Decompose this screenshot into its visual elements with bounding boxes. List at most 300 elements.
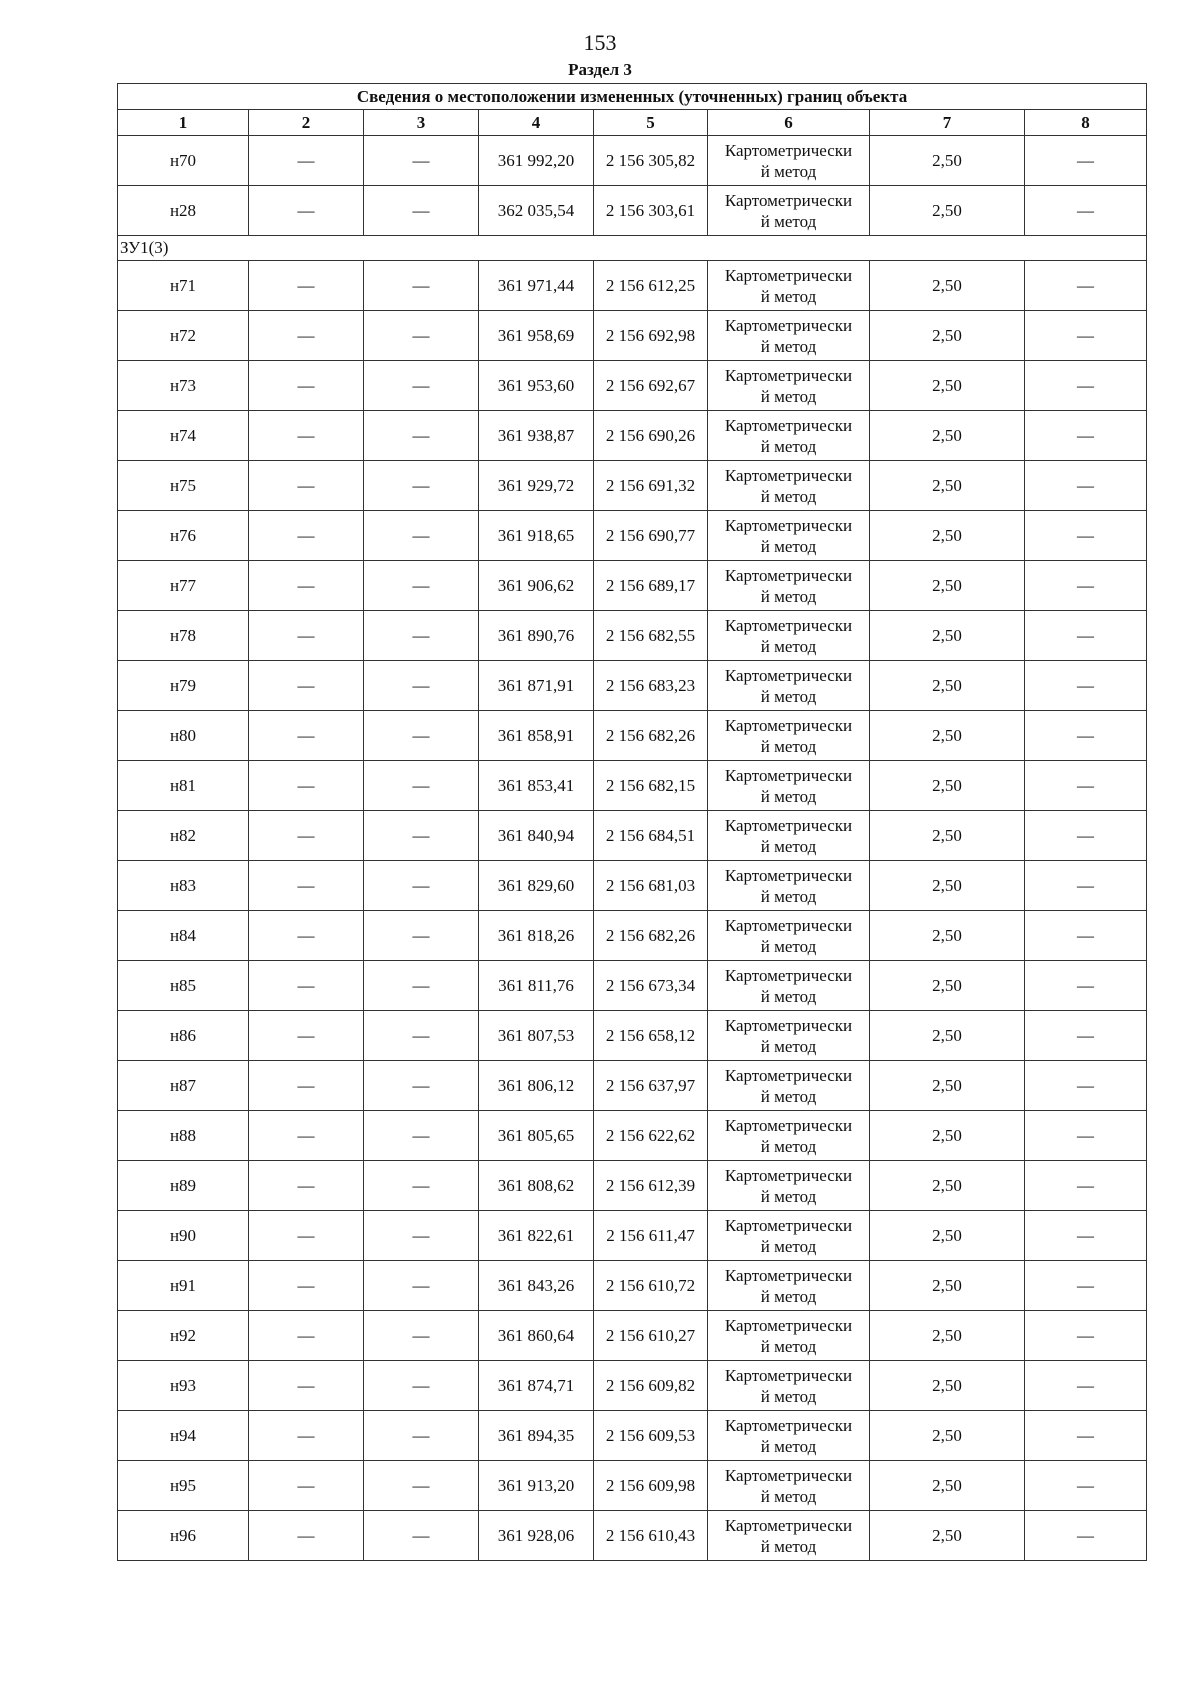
section-title: Раздел 3 — [568, 60, 632, 79]
method-cell — [708, 1261, 870, 1311]
column-2-cell: — — [249, 861, 364, 911]
precision-cell: 2,50 — [870, 611, 1025, 661]
precision-cell: 2,50 — [870, 361, 1025, 411]
x-coordinate-cell: 361 858,91 — [479, 711, 594, 761]
point-name-cell: н92 — [118, 1311, 249, 1361]
x-coordinate-cell: 361 953,60 — [479, 361, 594, 411]
column-3-cell: — — [364, 1461, 479, 1511]
method-line-2: й метод — [760, 736, 817, 756]
method-line-2: й метод — [760, 486, 817, 506]
point-name-cell: н73 — [118, 361, 249, 411]
column-2-cell: — — [249, 186, 364, 236]
table-row — [118, 661, 1147, 711]
column-8-cell: — — [1025, 1111, 1147, 1161]
x-coordinate-cell: 361 871,91 — [479, 661, 594, 711]
column-3-cell: — — [364, 1111, 479, 1161]
method-line-2: й метод — [760, 1136, 817, 1156]
precision-cell: 2,50 — [870, 261, 1025, 311]
column-3-cell: — — [364, 761, 479, 811]
column-2-cell: — — [249, 1511, 364, 1561]
y-coordinate-cell: 2 156 609,98 — [594, 1461, 708, 1511]
column-3-cell: — — [364, 861, 479, 911]
table-row — [118, 811, 1147, 861]
column-3-cell: — — [364, 1361, 479, 1411]
x-coordinate-cell: 361 971,44 — [479, 261, 594, 311]
column-8-cell: — — [1025, 761, 1147, 811]
column-8-cell: — — [1025, 1461, 1147, 1511]
method-line-2: й метод — [760, 1486, 817, 1506]
y-coordinate-cell: 2 156 689,17 — [594, 561, 708, 611]
method-line-1: Картометрически — [724, 1065, 853, 1085]
method-cell — [708, 1161, 870, 1211]
column-8-cell: — — [1025, 186, 1147, 236]
x-coordinate-cell: 361 860,64 — [479, 1311, 594, 1361]
column-8-cell: — — [1025, 1011, 1147, 1061]
column-2-cell: — — [249, 661, 364, 711]
y-coordinate-cell: 2 156 681,03 — [594, 861, 708, 911]
precision-cell: 2,50 — [870, 1361, 1025, 1411]
y-coordinate-cell: 2 156 684,51 — [594, 811, 708, 861]
method-cell — [708, 811, 870, 861]
column-3-cell: — — [364, 261, 479, 311]
point-name-cell: н72 — [118, 311, 249, 361]
column-3-cell: — — [364, 811, 479, 861]
method-line-1: Картометрически — [724, 865, 853, 885]
method-cell — [708, 1461, 870, 1511]
column-header: 2 — [249, 110, 364, 136]
table-row — [118, 411, 1147, 461]
column-2-cell: — — [249, 1361, 364, 1411]
method-line-2: й метод — [760, 1536, 817, 1556]
table-row — [118, 911, 1147, 961]
method-cell — [708, 1061, 870, 1111]
column-2-cell: — — [249, 1261, 364, 1311]
method-line-1: Картометрически — [724, 515, 853, 535]
column-2-cell: — — [249, 711, 364, 761]
method-line-1: Картометрически — [724, 465, 853, 485]
column-8-cell: — — [1025, 1311, 1147, 1361]
method-cell — [708, 1211, 870, 1261]
precision-cell: 2,50 — [870, 1261, 1025, 1311]
column-2-cell: — — [249, 761, 364, 811]
column-header: 3 — [364, 110, 479, 136]
point-name-cell: н78 — [118, 611, 249, 661]
table-row — [118, 1461, 1147, 1511]
precision-cell: 2,50 — [870, 561, 1025, 611]
point-name-cell: н93 — [118, 1361, 249, 1411]
column-8-cell: — — [1025, 411, 1147, 461]
table-body — [118, 136, 1147, 1561]
column-8-cell: — — [1025, 311, 1147, 361]
y-coordinate-cell: 2 156 610,27 — [594, 1311, 708, 1361]
table-row — [118, 1061, 1147, 1111]
column-2-cell: — — [249, 361, 364, 411]
x-coordinate-cell: 361 918,65 — [479, 511, 594, 561]
column-3-cell: — — [364, 911, 479, 961]
method-cell — [708, 261, 870, 311]
x-coordinate-cell: 361 818,26 — [479, 911, 594, 961]
point-name-cell: н94 — [118, 1411, 249, 1461]
column-8-cell: — — [1025, 261, 1147, 311]
method-line-2: й метод — [760, 786, 817, 806]
method-line-1: Картометрически — [724, 665, 853, 685]
method-line-2: й метод — [760, 211, 817, 231]
method-cell — [708, 611, 870, 661]
column-header: 5 — [594, 110, 708, 136]
column-3-cell: — — [364, 661, 479, 711]
table-row — [118, 711, 1147, 761]
column-8-cell: — — [1025, 461, 1147, 511]
precision-cell: 2,50 — [870, 311, 1025, 361]
table-row — [118, 1261, 1147, 1311]
y-coordinate-cell: 2 156 609,82 — [594, 1361, 708, 1411]
precision-cell: 2,50 — [870, 1411, 1025, 1461]
method-cell — [708, 711, 870, 761]
point-name-cell: н83 — [118, 861, 249, 911]
column-2-cell: — — [249, 611, 364, 661]
method-line-1: Картометрически — [724, 1315, 853, 1335]
precision-cell: 2,50 — [870, 811, 1025, 861]
column-3-cell: — — [364, 511, 479, 561]
table-row — [118, 361, 1147, 411]
x-coordinate-cell: 361 938,87 — [479, 411, 594, 461]
column-8-cell: — — [1025, 136, 1147, 186]
point-name-cell: н76 — [118, 511, 249, 561]
column-8-cell: — — [1025, 661, 1147, 711]
precision-cell: 2,50 — [870, 711, 1025, 761]
column-2-cell: — — [249, 511, 364, 561]
table-title: Сведения о местоположении измененных (уточненных) границ объекта — [118, 84, 1147, 110]
x-coordinate-cell: 361 929,72 — [479, 461, 594, 511]
column-8-cell: — — [1025, 861, 1147, 911]
method-cell — [708, 961, 870, 1011]
method-line-1: Картометрически — [724, 715, 853, 735]
precision-cell: 2,50 — [870, 461, 1025, 511]
column-8-cell: — — [1025, 1411, 1147, 1461]
point-name-cell: н84 — [118, 911, 249, 961]
y-coordinate-cell: 2 156 610,72 — [594, 1261, 708, 1311]
point-name-cell: н85 — [118, 961, 249, 1011]
column-3-cell: — — [364, 1261, 479, 1311]
x-coordinate-cell: 361 840,94 — [479, 811, 594, 861]
method-line-2: й метод — [760, 286, 817, 306]
table-row — [118, 961, 1147, 1011]
method-line-2: й метод — [760, 1286, 817, 1306]
column-8-cell: — — [1025, 611, 1147, 661]
y-coordinate-cell: 2 156 305,82 — [594, 136, 708, 186]
column-3-cell: — — [364, 1061, 479, 1111]
precision-cell: 2,50 — [870, 1161, 1025, 1211]
method-line-1: Картометрически — [724, 615, 853, 635]
y-coordinate-cell: 2 156 682,26 — [594, 911, 708, 961]
x-coordinate-cell: 361 874,71 — [479, 1361, 594, 1411]
precision-cell: 2,50 — [870, 661, 1025, 711]
column-8-cell: — — [1025, 711, 1147, 761]
method-line-1: Картометрически — [724, 1515, 853, 1535]
precision-cell: 2,50 — [870, 1111, 1025, 1161]
precision-cell: 2,50 — [870, 961, 1025, 1011]
x-coordinate-cell: 361 843,26 — [479, 1261, 594, 1311]
method-line-2: й метод — [760, 1086, 817, 1106]
method-line-2: й метод — [760, 1186, 817, 1206]
x-coordinate-cell: 361 829,60 — [479, 861, 594, 911]
y-coordinate-cell: 2 156 682,26 — [594, 711, 708, 761]
page-number: 153 — [583, 30, 617, 55]
method-cell — [708, 136, 870, 186]
precision-cell: 2,50 — [870, 861, 1025, 911]
method-line-2: й метод — [760, 536, 817, 556]
column-3-cell: — — [364, 411, 479, 461]
method-cell — [708, 1511, 870, 1561]
point-name-cell: н75 — [118, 461, 249, 511]
column-3-cell: — — [364, 311, 479, 361]
table-row — [118, 1411, 1147, 1461]
group-label-row — [118, 236, 1147, 261]
column-header: 4 — [479, 110, 594, 136]
method-line-1: Картометрически — [724, 365, 853, 385]
method-line-1: Картометрически — [724, 815, 853, 835]
y-coordinate-cell: 2 156 622,62 — [594, 1111, 708, 1161]
method-line-2: й метод — [760, 886, 817, 906]
method-cell — [708, 1311, 870, 1361]
table-row — [118, 561, 1147, 611]
method-line-2: й метод — [760, 336, 817, 356]
column-2-cell: — — [249, 261, 364, 311]
y-coordinate-cell: 2 156 682,15 — [594, 761, 708, 811]
x-coordinate-cell: 361 894,35 — [479, 1411, 594, 1461]
table-row — [118, 186, 1147, 236]
method-line-1: Картометрически — [724, 1165, 853, 1185]
method-cell — [708, 361, 870, 411]
x-coordinate-cell: 362 035,54 — [479, 186, 594, 236]
column-2-cell: — — [249, 411, 364, 461]
method-line-1: Картометрически — [724, 1015, 853, 1035]
method-line-1: Картометрически — [724, 190, 853, 210]
column-8-cell: — — [1025, 911, 1147, 961]
table-row — [118, 511, 1147, 561]
column-3-cell: — — [364, 1411, 479, 1461]
table-row — [118, 461, 1147, 511]
method-line-1: Картометрически — [724, 915, 853, 935]
column-3-cell: — — [364, 1211, 479, 1261]
x-coordinate-cell: 361 958,69 — [479, 311, 594, 361]
point-name-cell: н87 — [118, 1061, 249, 1111]
y-coordinate-cell: 2 156 609,53 — [594, 1411, 708, 1461]
y-coordinate-cell: 2 156 691,32 — [594, 461, 708, 511]
column-2-cell: — — [249, 911, 364, 961]
method-cell — [708, 761, 870, 811]
precision-cell: 2,50 — [870, 511, 1025, 561]
column-8-cell: — — [1025, 1511, 1147, 1561]
x-coordinate-cell: 361 928,06 — [479, 1511, 594, 1561]
y-coordinate-cell: 2 156 690,77 — [594, 511, 708, 561]
method-line-1: Картометрически — [724, 265, 853, 285]
column-8-cell: — — [1025, 961, 1147, 1011]
point-name-cell: н89 — [118, 1161, 249, 1211]
column-3-cell: — — [364, 611, 479, 661]
method-cell — [708, 861, 870, 911]
method-cell — [708, 1111, 870, 1161]
column-8-cell: — — [1025, 1161, 1147, 1211]
method-cell — [708, 1011, 870, 1061]
y-coordinate-cell: 2 156 610,43 — [594, 1511, 708, 1561]
group-label: ЗУ1(3) — [118, 236, 1147, 261]
point-name-cell: н90 — [118, 1211, 249, 1261]
method-cell — [708, 561, 870, 611]
column-2-cell: — — [249, 1311, 364, 1361]
table-row — [118, 261, 1147, 311]
method-cell — [708, 1411, 870, 1461]
precision-cell: 2,50 — [870, 1511, 1025, 1561]
y-coordinate-cell: 2 156 682,55 — [594, 611, 708, 661]
column-2-cell: — — [249, 811, 364, 861]
method-line-2: й метод — [760, 986, 817, 1006]
method-cell — [708, 661, 870, 711]
table-row — [118, 1511, 1147, 1561]
table-row — [118, 1161, 1147, 1211]
column-2-cell: — — [249, 1011, 364, 1061]
column-3-cell: — — [364, 1511, 479, 1561]
column-2-cell: — — [249, 561, 364, 611]
column-3-cell: — — [364, 711, 479, 761]
column-header: 7 — [870, 110, 1025, 136]
x-coordinate-cell: 361 890,76 — [479, 611, 594, 661]
method-cell — [708, 511, 870, 561]
column-2-cell: — — [249, 1061, 364, 1111]
x-coordinate-cell: 361 853,41 — [479, 761, 594, 811]
column-header-row — [118, 110, 1147, 136]
method-line-2: й метод — [760, 1036, 817, 1056]
method-line-2: й метод — [760, 686, 817, 706]
point-name-cell: н77 — [118, 561, 249, 611]
method-line-1: Картометрически — [724, 415, 853, 435]
precision-cell: 2,50 — [870, 1011, 1025, 1061]
column-header: 1 — [118, 110, 249, 136]
precision-cell: 2,50 — [870, 186, 1025, 236]
x-coordinate-cell: 361 805,65 — [479, 1111, 594, 1161]
column-8-cell: — — [1025, 511, 1147, 561]
point-name-cell: н91 — [118, 1261, 249, 1311]
y-coordinate-cell: 2 156 303,61 — [594, 186, 708, 236]
y-coordinate-cell: 2 156 690,26 — [594, 411, 708, 461]
x-coordinate-cell: 361 807,53 — [479, 1011, 594, 1061]
column-8-cell: — — [1025, 1361, 1147, 1411]
point-name-cell: н74 — [118, 411, 249, 461]
column-3-cell: — — [364, 561, 479, 611]
method-line-2: й метод — [760, 586, 817, 606]
column-2-cell: — — [249, 1211, 364, 1261]
precision-cell: 2,50 — [870, 1211, 1025, 1261]
table-row — [118, 861, 1147, 911]
column-2-cell: — — [249, 1161, 364, 1211]
point-name-cell: н70 — [118, 136, 249, 186]
method-line-2: й метод — [760, 1436, 817, 1456]
method-line-2: й метод — [760, 636, 817, 656]
column-3-cell: — — [364, 1311, 479, 1361]
column-8-cell: — — [1025, 361, 1147, 411]
method-line-1: Картометрически — [724, 1265, 853, 1285]
method-line-1: Картометрически — [724, 765, 853, 785]
x-coordinate-cell: 361 906,62 — [479, 561, 594, 611]
y-coordinate-cell: 2 156 692,98 — [594, 311, 708, 361]
x-coordinate-cell: 361 808,62 — [479, 1161, 594, 1211]
column-header: 6 — [708, 110, 870, 136]
precision-cell: 2,50 — [870, 911, 1025, 961]
table-row — [118, 1311, 1147, 1361]
column-8-cell: — — [1025, 811, 1147, 861]
point-name-cell: н88 — [118, 1111, 249, 1161]
method-line-1: Картометрически — [724, 1365, 853, 1385]
method-line-1: Картометрически — [724, 1465, 853, 1485]
table-row — [118, 611, 1147, 661]
point-name-cell: н82 — [118, 811, 249, 861]
point-name-cell: н96 — [118, 1511, 249, 1561]
column-3-cell: — — [364, 461, 479, 511]
method-line-1: Картометрически — [724, 315, 853, 335]
table-row — [118, 1111, 1147, 1161]
point-name-cell: н81 — [118, 761, 249, 811]
method-line-1: Картометрически — [724, 1115, 853, 1135]
column-8-cell: — — [1025, 561, 1147, 611]
method-cell — [708, 1361, 870, 1411]
precision-cell: 2,50 — [870, 1461, 1025, 1511]
y-coordinate-cell: 2 156 611,47 — [594, 1211, 708, 1261]
column-2-cell: — — [249, 461, 364, 511]
method-line-1: Картометрически — [724, 965, 853, 985]
method-line-2: й метод — [760, 386, 817, 406]
method-line-1: Картометрически — [724, 565, 853, 585]
column-header: 8 — [1025, 110, 1147, 136]
column-2-cell: — — [249, 136, 364, 186]
table-row — [118, 136, 1147, 186]
table-row — [118, 311, 1147, 361]
column-8-cell: — — [1025, 1061, 1147, 1111]
point-name-cell: н79 — [118, 661, 249, 711]
method-line-2: й метод — [760, 1336, 817, 1356]
column-2-cell: — — [249, 961, 364, 1011]
column-3-cell: — — [364, 961, 479, 1011]
method-cell — [708, 311, 870, 361]
x-coordinate-cell: 361 822,61 — [479, 1211, 594, 1261]
method-line-2: й метод — [760, 836, 817, 856]
precision-cell: 2,50 — [870, 411, 1025, 461]
column-3-cell: — — [364, 186, 479, 236]
method-cell — [708, 411, 870, 461]
column-3-cell: — — [364, 1011, 479, 1061]
column-2-cell: — — [249, 1111, 364, 1161]
y-coordinate-cell: 2 156 683,23 — [594, 661, 708, 711]
point-name-cell: н71 — [118, 261, 249, 311]
precision-cell: 2,50 — [870, 136, 1025, 186]
column-2-cell: — — [249, 1411, 364, 1461]
table-row — [118, 761, 1147, 811]
x-coordinate-cell: 361 806,12 — [479, 1061, 594, 1111]
method-line-2: й метод — [760, 1236, 817, 1256]
column-2-cell: — — [249, 311, 364, 361]
precision-cell: 2,50 — [870, 1311, 1025, 1361]
method-line-2: й метод — [760, 936, 817, 956]
table-row — [118, 1361, 1147, 1411]
point-name-cell: н28 — [118, 186, 249, 236]
y-coordinate-cell: 2 156 692,67 — [594, 361, 708, 411]
column-3-cell: — — [364, 1161, 479, 1211]
coordinates-table — [117, 83, 1147, 1561]
y-coordinate-cell: 2 156 612,39 — [594, 1161, 708, 1211]
method-line-2: й метод — [760, 1386, 817, 1406]
precision-cell: 2,50 — [870, 761, 1025, 811]
table-row — [118, 1211, 1147, 1261]
x-coordinate-cell: 361 992,20 — [479, 136, 594, 186]
